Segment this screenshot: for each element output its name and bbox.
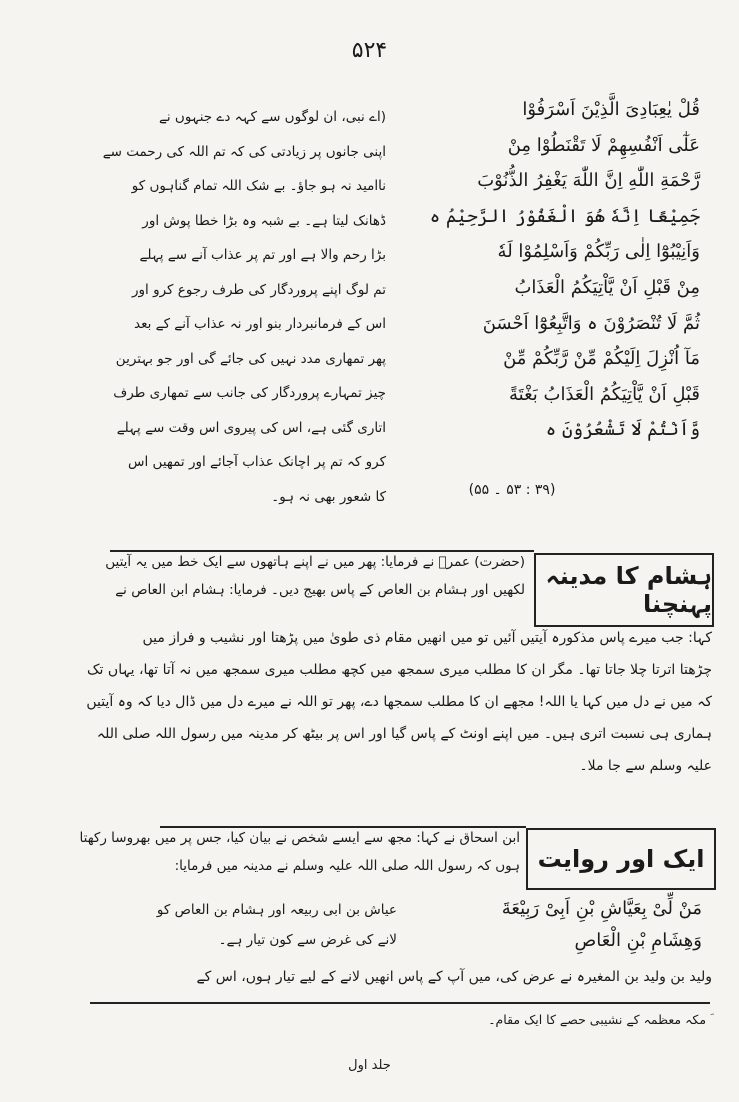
translation-line: کرو کہ تم پر اچانک عذاب آجائے اور تمھیں اس	[128, 454, 386, 470]
intro-line: ہوں کہ رسول اللہ صلی اللہ علیہ وسلم نے مدینہ میں فرمایا:	[174, 858, 520, 874]
body-line: چڑھتا اترتا چلا جاتا تھا۔ مگر ان کا مطلب میری سمجھ میں کچھ مطلب میری سمجھ میں نہ آتا تھا، یہاں تک	[87, 662, 712, 678]
translation-line: کا شعور بھی نہ ہو۔	[271, 488, 386, 505]
translation-line: ڈھانک لیتا ہے۔ بے شبہ وہ بڑا خطا پوش اور	[142, 212, 386, 229]
hadith-line: وَهِشَامِ بْنِ الْعَاصِ	[574, 930, 702, 951]
translation-line: ناامید نہ ہو جاؤ۔ بے شک اللہ تمام گناہوں کو	[131, 178, 386, 194]
footnote-rule	[90, 1002, 710, 1004]
section-heading-hisham: ہشام کا مدینہ پہنچنا	[534, 553, 714, 627]
quran-line: مَآ اُنْزِلَ اِلَیْكُمْ مِّنْ رَّبِّكُمْ مِّنْ	[503, 348, 700, 370]
translation-line: بڑا رحم والا ہے اور تم پر عذاب آنے سے پہلے	[139, 247, 386, 263]
quran-line: مِنْ قَبْلِ اَنْ یَّاْتِیَكُمُ الْعَذَابُ	[514, 276, 700, 298]
body-line: علیہ وسلم سے جا ملا۔	[579, 758, 712, 774]
quran-line: قُلْ یٰعِبَادِیَ الَّذِیْنَ اَسْرَفُوْا	[522, 99, 700, 120]
footnote: ؔ مکہ معظمہ کے نشیبی حصے کا ایک مقام۔	[488, 1012, 710, 1027]
section-heading-another-narration: ایک اور روایت	[526, 828, 716, 890]
intro-line: ابن اسحاق نے کہا: مجھ سے ایسے شخص نے بیان کیا، جس پر میں بھروسا رکھتا	[79, 830, 520, 846]
body-line: کہا: جب میرے پاس مذکورہ آیتیں آئیں تو میں انھیں مقام ذی طویٰ میں پڑھتا اور نشیب و فراز میں	[142, 630, 712, 646]
translation-line: اس کے فرمانبردار بنو اور نہ عذاب آنے کے بعد	[134, 316, 386, 332]
translation-line: اتاری گئی ہے، اس کی پیروی اس وقت سے پہلے	[116, 419, 386, 436]
translation-line: چیز تمہارے پروردگار کی جانب سے تمھاری طرف	[113, 385, 386, 401]
closing-line: ولید بن ولید بن المغیرہ نے عرض کی، میں آپ کے پاس انھیں لانے کے لیے تیار ہوں، اس کے	[196, 969, 712, 985]
hadith-translation-line: عیاش بن ابی ربیعہ اور ہشام بن العاص کو	[156, 902, 397, 918]
translation-line: (اے نبی، ان لوگوں سے کہہ دے جنہوں نے	[158, 109, 386, 125]
intro-line: لکھیں اور ہشام بن العاص کے پاس بھیج دیں۔ فرمایا: ہشام ابن العاص نے	[115, 582, 525, 598]
body-line: ہماری ہی نسبت اتری ہیں۔ میں اپنے اونٹ کے پاس گیا اور اس پر بیٹھ کر مدینہ میں رسول اللہ صلی اللہ	[96, 726, 712, 742]
page-number: ۵۲۴	[351, 38, 388, 63]
verse-reference: (۳۹ : ۵۳ ۔ ۵۵)	[468, 482, 556, 498]
volume-label: جلد اول	[348, 1058, 391, 1073]
quran-translation	[102, 100, 386, 514]
quran-line: جَمِیْعًا اِنَّهٗ هُوَ الْغَفُوْرُ الرَّحِیْمُ ہ	[429, 205, 700, 227]
body-line: کہ میں نے دل میں کہا یا اللہ! مجھے ان کا مطلب سمجھا دے، پھر تو اللہ نے میرے دل میں ڈال دیا کہ وہ آیتیں	[86, 694, 712, 710]
hadith-translation-line: لانے کی غرض سے کون تیار ہے۔	[218, 932, 397, 948]
hadith-translation	[152, 895, 397, 955]
section1-body	[86, 622, 712, 782]
hadith-quote	[402, 893, 702, 957]
quran-line: عَلٰٓی اَنْفُسِهِمْ لَا تَقْنَطُوْا مِنْ	[507, 134, 700, 156]
hadith-line: مَنْ لِّیْ بِعَیَّاشِ بْنِ اَبِیْ رَبِیْعَةَ	[501, 898, 702, 919]
section1-intro	[105, 548, 525, 604]
quran-line: وَاَنِیْبُوْٓا اِلٰی رَبِّكُمْ وَاَسْلِمُوْا لَهٗ	[497, 241, 700, 263]
translation-line: تم لوگ اپنے پروردگار کی طرف رجوع کرو اور	[132, 281, 386, 298]
quran-line: قَبْلِ اَنْ یَّاْتِیَكُمُ الْعَذَابُ بَغْتَةً	[509, 383, 700, 405]
intro-line: (حضرت) عمرؓ نے فرمایا: پھر میں نے اپنے ہاتھوں سے ایک خط میں یہ آیتیں	[105, 554, 525, 570]
translation-line: اپنی جانوں پر زیادتی کی کہ تم اللہ کی رحمت سے	[102, 143, 386, 160]
quran-line: رَّحْمَةِ اللّٰهِ اِنَّ اللّٰهَ یَغْفِرُ الذُّنُوْبَ	[477, 170, 700, 192]
quran-passage	[395, 92, 700, 448]
section2-intro	[79, 824, 520, 880]
quran-line: ثُمَّ لَا تُنْصَرُوْنَ ہ وَاتَّبِعُوْٓا اَحْسَنَ	[482, 312, 700, 334]
translation-line: پھر تمھاری مدد نہیں کی جائے گی اور جو بہترین	[115, 350, 386, 367]
quran-line: وَّاَنْتُمْ لَا تَشْعُرُوْنَ ہ	[545, 419, 700, 441]
